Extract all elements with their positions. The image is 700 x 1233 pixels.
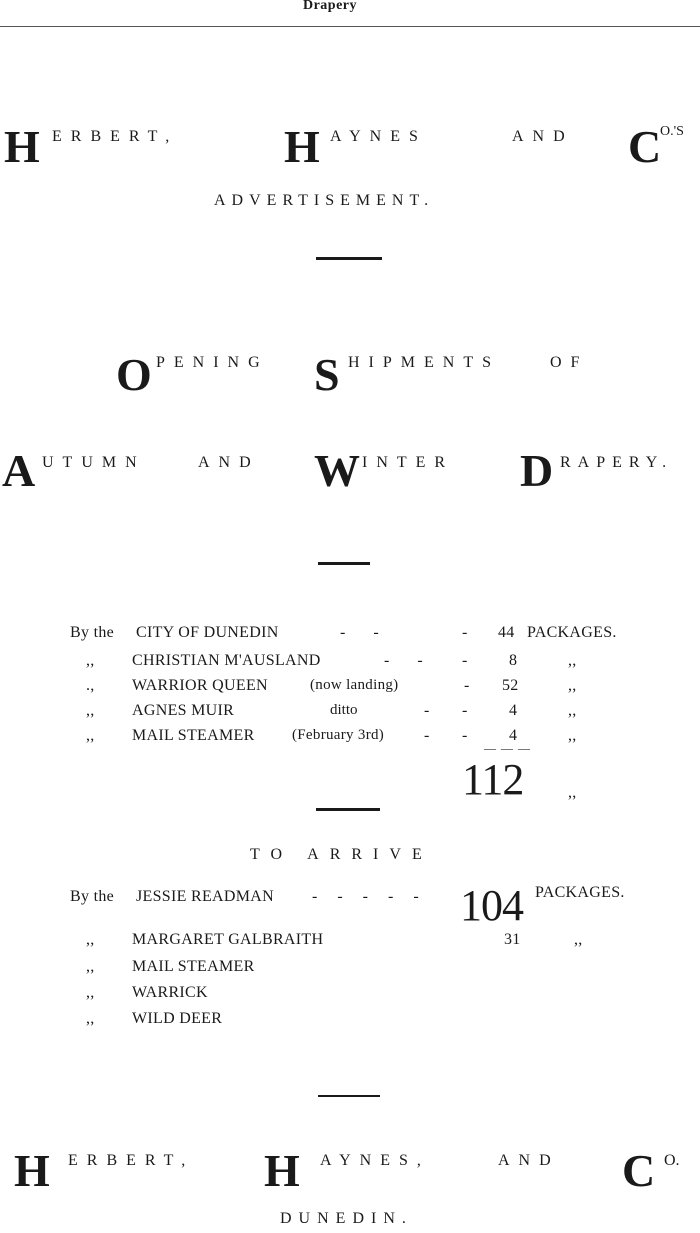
headline1-initial-o: O [116, 349, 152, 400]
shipment-note-ditto: ditto [330, 702, 358, 718]
shipment-prefix: ., [86, 677, 95, 694]
shipment-dot: - [462, 727, 468, 744]
shipment-name: WARRIOR QUEEN [132, 677, 268, 694]
shipment-prefix: By the [70, 624, 115, 641]
headline2-word-autumn: UTUMN [42, 454, 146, 471]
shipment-leaders: - [424, 727, 430, 744]
shipment-prefix: ,, [86, 652, 95, 669]
shipment-note: (February 3rd) [292, 727, 385, 743]
divider-rule [316, 808, 380, 811]
shipment-unit: ,, [568, 677, 577, 694]
title-word-haynes: AYNES [330, 128, 427, 145]
running-head: Drapery [302, 0, 358, 13]
title-word-herbert: ERBERT, [52, 128, 179, 145]
arrive-ship-name: JESSIE READMAN [136, 888, 274, 905]
total-packages: 112 [462, 755, 524, 804]
arrive-ship-name: WILD DEER [132, 1010, 223, 1027]
shipment-unit: PACKAGES. [527, 624, 617, 641]
shipment-unit: ,, [568, 727, 577, 744]
shipment-dot: - [462, 624, 468, 641]
headline2-word-winter: INTER [362, 454, 455, 471]
footer-initial-h2: H [264, 1145, 300, 1196]
footer-city: DUNEDIN. [280, 1210, 413, 1227]
arrive-package-count: 104 [460, 881, 523, 930]
shipment-count: 4 [509, 702, 518, 719]
headline2-word-and: AND [198, 454, 260, 471]
shipment-name: AGNES MUIR [132, 702, 235, 719]
divider-rule [318, 562, 370, 565]
shipment-unit: ,, [568, 702, 577, 719]
headline1-word-of: OF [550, 354, 589, 371]
headline2-initial-d: D [520, 445, 554, 496]
title-word-cos: O.'S [660, 124, 684, 139]
divider-rule [318, 1095, 380, 1097]
shipment-leaders: - - [340, 624, 391, 641]
header-rule [0, 26, 700, 27]
shipment-count: 44 [498, 624, 515, 641]
shipment-name: CHRISTIAN M'AUSLAND [132, 652, 321, 669]
total-dashes: — — — [484, 741, 531, 755]
title-initial-h2: H [284, 121, 320, 172]
arrive-ship-name: WARRICK [132, 984, 208, 1001]
shipment-leaders: - [424, 702, 430, 719]
shipment-count: 52 [502, 677, 519, 694]
shipment-count: 8 [509, 652, 518, 669]
headline1-word-shipments: HIPMENTS [348, 354, 501, 371]
footer-word-haynes: AYNES, [320, 1152, 430, 1169]
total-unit: ,, [568, 784, 577, 801]
arrive-leaders: - - - - - [312, 888, 427, 905]
shipment-leaders: - - [384, 652, 435, 669]
shipment-prefix: ,, [86, 727, 95, 744]
footer-initial-h1: H [14, 1145, 50, 1196]
arrive-prefix: ,, [86, 958, 95, 975]
arrive-count: 31 [504, 931, 521, 948]
headline2-initial-w: W [314, 445, 360, 496]
title-word-and: AND [512, 128, 574, 145]
shipment-dot: - [462, 702, 468, 719]
headline1-initial-s: S [314, 349, 340, 400]
shipment-count: 4 [509, 727, 518, 744]
arrive-unit: PACKAGES. [535, 884, 625, 901]
shipment-name: MAIL STEAMER [132, 727, 255, 744]
arrive-prefix: ,, [86, 984, 95, 1001]
shipment-unit: ,, [568, 652, 577, 669]
arrive-prefix: By the [70, 888, 115, 905]
to-arrive-heading: TO ARRIVE [250, 846, 433, 863]
shipment-dot: - [462, 652, 468, 669]
shipment-prefix: ,, [86, 702, 95, 719]
arrive-unit: ,, [574, 931, 583, 948]
shipment-name: CITY OF DUNEDIN [136, 624, 279, 641]
footer-word-and: AND [498, 1152, 560, 1169]
headline2-word-drapery: RAPERY. [560, 454, 674, 471]
arrive-prefix: ,, [86, 931, 95, 948]
arrive-ship-name: MAIL STEAMER [132, 958, 255, 975]
shipment-dot: - [464, 677, 470, 694]
title-initial-h1: H [4, 121, 40, 172]
arrive-ship-name: MARGARET GALBRAITH [132, 931, 324, 948]
divider-rule [316, 257, 382, 260]
footer-word-herbert: ERBERT, [68, 1152, 195, 1169]
footer-initial-c: C [622, 1145, 656, 1196]
arrive-prefix: ,, [86, 1010, 95, 1027]
footer-word-co: O. [664, 1152, 680, 1169]
headline1-word-opening: PENING [156, 354, 269, 371]
headline2-initial-a: A [2, 445, 36, 496]
shipment-note: (now landing) [310, 677, 399, 693]
title-initial-c: C [628, 121, 662, 172]
title-subtitle: ADVERTISEMENT. [214, 192, 435, 209]
